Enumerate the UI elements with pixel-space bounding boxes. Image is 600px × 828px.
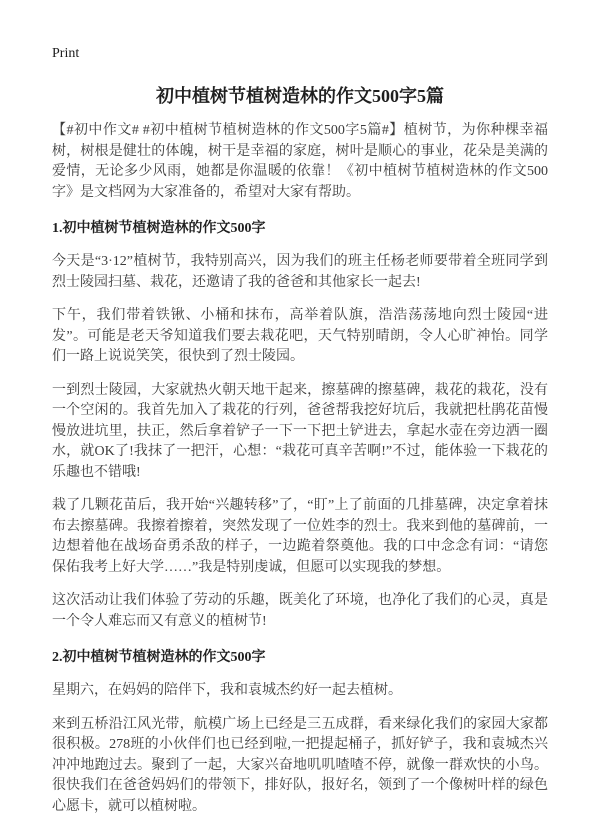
paragraph: 栽了几颗花苗后，我开始“兴趣转移”了，“盯”上了前面的几排墓碑，决定拿着抹布去擦墓碑。我擦着擦着，突然发现了一位姓李的烈士。我来到他的墓碑前，一边想着他在战场奋勇杀敌的样子，一边跪着祭奠他。我的口中念念有词：“请您保佑我考上好大学……”我是特别虔诚，但愿可以实现我的梦想。 [52,498,548,575]
paragraph: 今天是“3·12”植树节，我特别高兴，因为我们的班主任杨老师要带着全班同学到烈士陵园扫墓、栽花，还邀请了我的爸爸和其他家长一起去! [52,254,548,290]
print-button[interactable]: Print [52,46,80,61]
essay-section-2 [52,648,548,817]
paragraph: 一到烈士陵园，大家就热火朝天地干起来，擦墓碑的擦墓碑，栽花的栽花，没有一个空闲的。我首先加入了栽花的行列，爸爸帮我挖好坑后，我就把杜鹃花苗慢慢放进坑里，扶正，然后拿着铲子一下一下把土铲进去，拿起水壶在旁边洒一圈水，就OK了!我抹了一把汗，心想：“栽花可真辛苦啊!”不过，能体验一下栽花的乐趣也不错哦! [52,382,548,480]
section-heading: 2.初中植树节植树造林的作文500字 [52,650,266,665]
paragraph: 这次活动让我们体验了劳动的乐趣，既美化了环境，也净化了我们的心灵，真是一个令人难忘而又有意义的植树节! [52,593,548,629]
paragraph: 来到五桥沿江风光带，航模广场上已经是三五成群，看来绿化我们的家园大家都很积极。278班的小伙伴们也已经到啦,一把提起桶子，抓好铲子，我和袁城杰兴冲冲地跑过去。聚到了一起，大家兴奋地叽叽喳喳不停，就像一群欢快的小鸟。很快我们在爸爸妈妈们的带领下，排好队，报好名，领到了一个像树叶样的绿色心愿卡，就可以植树啦。 [52,716,548,814]
paragraph: 下午，我们带着铁锹、小桶和抹布，高举着队旗，浩浩荡荡地向烈士陵园“进发”。可能是老天爷知道我们要去栽花吧，天气特别晴朗，令人心旷神怡。同学们一路上说说笑笑，很快到了烈士陵园。 [52,308,548,364]
intro-paragraph: 【#初中作文# #初中植树节植树造林的作文500字5篇#】植树节，为你种棵幸福树，树根是健壮的体魄，树干是幸福的家庭，树叶是顺心的事业，花朵是美满的爱情，无论多少风雨，她都是你温暖的依靠！《初中植树节植树造林的作文500字》是文档网为大家准备的，希望对大家有帮助。 [52,123,548,200]
essay-section-1 [52,219,548,632]
page-title: 初中植树节植树造林的作文500字5篇 [156,86,444,106]
paragraph: 星期六，在妈妈的陪伴下，我和袁城杰约好一起去植树。 [52,683,402,698]
section-heading: 1.初中植树节植树造林的作文500字 [52,221,266,236]
